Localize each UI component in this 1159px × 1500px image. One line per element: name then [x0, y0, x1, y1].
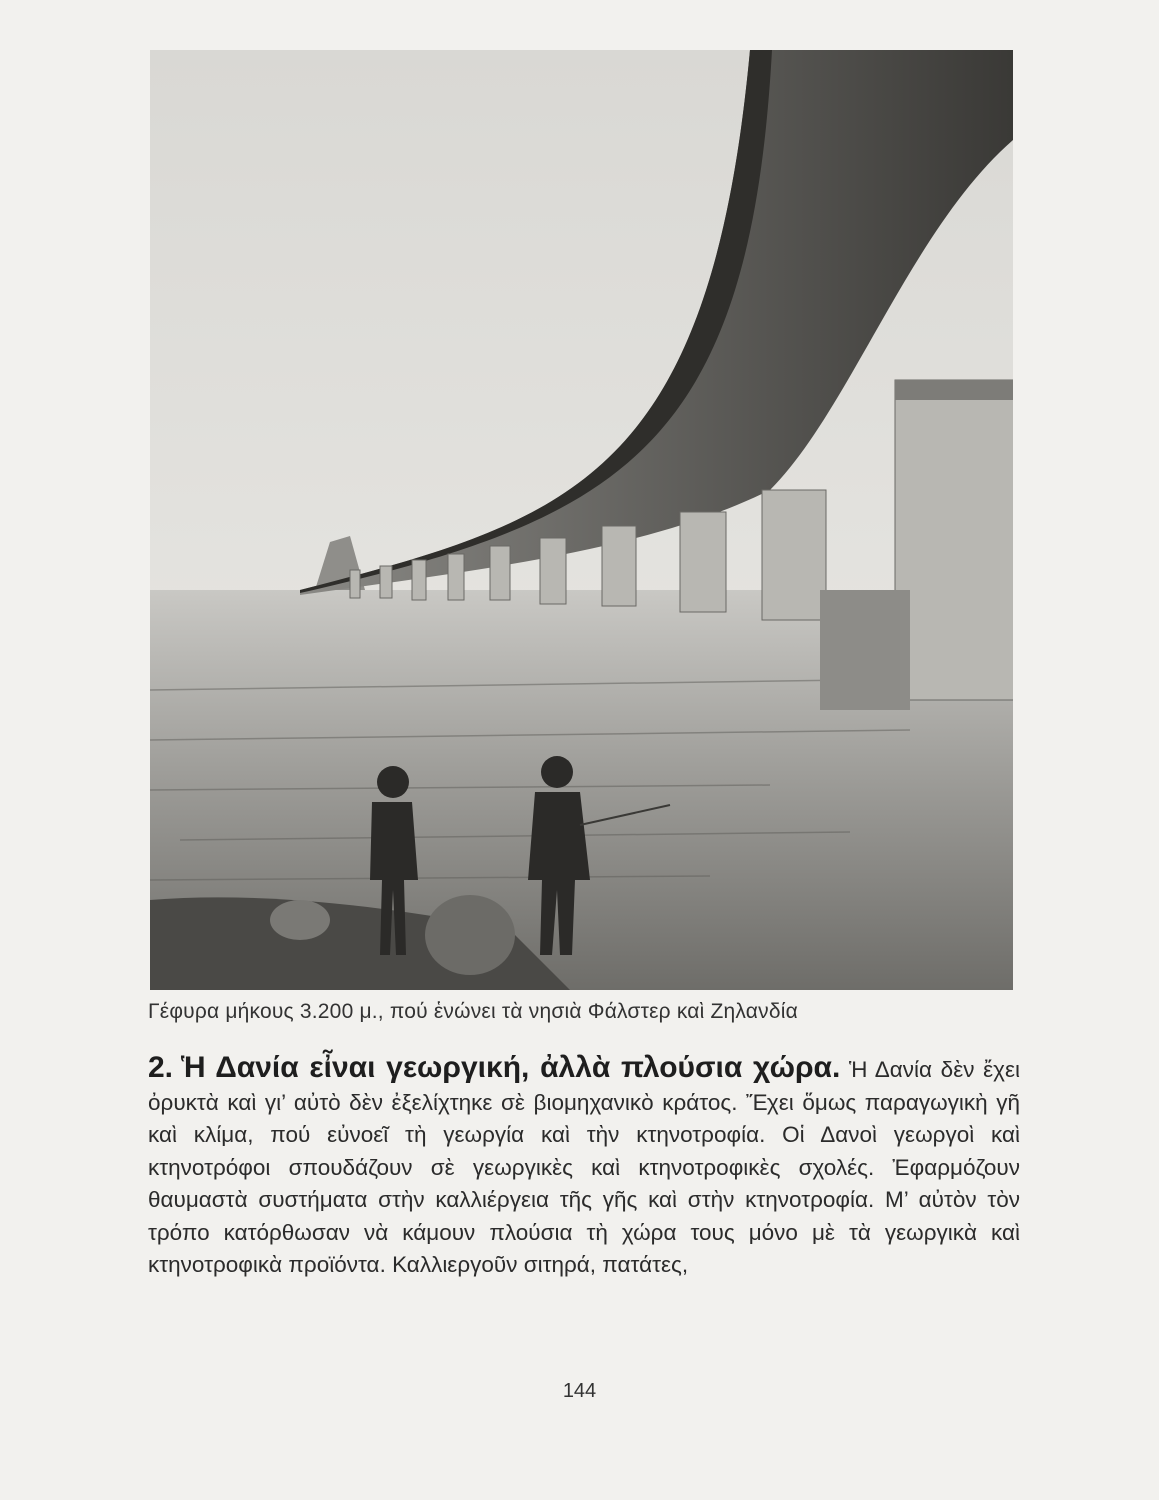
photo-caption: Γέφυρα μήκους 3.200 μ., πού ἑνώνει τὰ νησιὰ Φάλστερ καὶ Ζηλανδία	[148, 1000, 798, 1023]
bridge-photo	[150, 50, 1013, 990]
section-body: Ἡ Δανία δὲν ἔχει ὀρυκτὰ καὶ γι’ αὐτὸ δὲν ἐξελίχτηκε σὲ βιομηχανικὸ κράτος. Ἔχει ὅμως παραγωγικὴ γῆ καὶ κλίμα, πού εὐνοεῖ τὴ γεωργία καὶ τὴν κτηνοτροφία. Οἱ Δανοὶ γεωργοὶ καὶ κτηνοτρόφοι σπουδάζουν σὲ γεωργικὲς καὶ κτηνοτροφικὲς σχολές. Ἐφαρμόζουν θαυμαστὰ συστήματα στὴν καλλιέργεια τῆς γῆς καὶ στὴν κτηνοτροφία. Μ’ αὐτὸν τὸν τρόπο κατόρθωσαν νὰ κάμουν πλούσια τὴ χώρα τους μόνο μὲ τὰ γεωργικὰ καὶ κτηνοτροφικὰ προϊόντα. Καλλιεργοῦν σιτηρά, πατάτες,	[148, 1057, 1020, 1277]
bridge-photo-drawing	[150, 50, 1013, 990]
page-number: 144	[562, 1380, 597, 1402]
section-number: 2.	[148, 1051, 174, 1084]
section-heading: Ἡ Δανία εἶναι γεωργική, ἀλλὰ πλούσια χώρα.	[181, 1051, 841, 1084]
section-text	[148, 1052, 1020, 1282]
